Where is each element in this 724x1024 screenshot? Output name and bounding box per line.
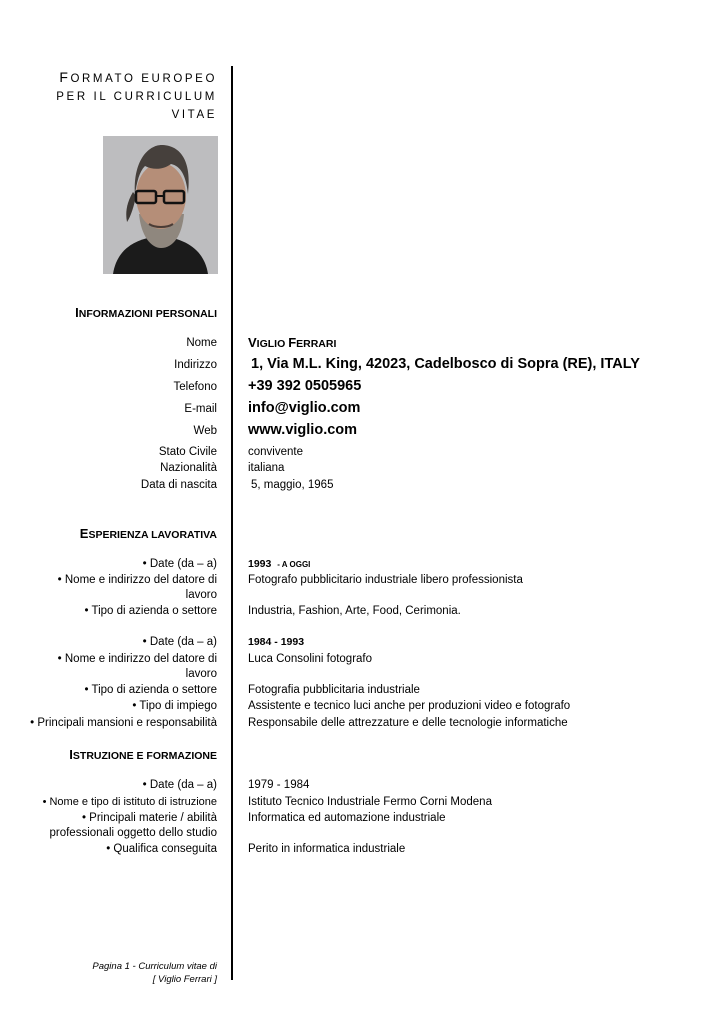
birth-date-label: Data di nascita	[140, 479, 217, 491]
job1-sector-label: • Tipo di azienda o settore	[84, 605, 217, 617]
column-divider	[231, 66, 233, 980]
document-title: FORMATO EUROPEO PER IL CURRICULUM VITAE	[56, 69, 217, 121]
job2-duties-label: • Principali mansioni e responsabilità	[30, 717, 217, 729]
job2-employer-label: • Nome e indirizzo del datore di lavoro	[57, 653, 217, 680]
job2-date-label: • Date (da – a)	[142, 636, 217, 648]
name-value: VIGLIO FERRARI	[248, 335, 337, 350]
job1-date-value: 1993 - A OGGI	[248, 558, 311, 570]
birth-date-value: 5, maggio, 1965	[251, 479, 334, 491]
address-label: Indirizzo	[174, 359, 217, 371]
job2-duties-value: Responsabile delle attrezzature e delle tecnologie informatiche	[248, 717, 568, 729]
civil-status-label: Stato Civile	[158, 446, 217, 458]
edu-institute-label: • Nome e tipo di istituto di istruzione	[42, 796, 217, 808]
edu-subjects-label: • Principali materie / abilità professionali oggetto dello studio	[49, 812, 217, 839]
nationality-label: Nazionalità	[160, 462, 217, 474]
nationality-value: italiana	[248, 462, 285, 474]
phone-value: +39 392 0505965	[248, 378, 362, 394]
edu-subjects-value: Informatica ed automazione industriale	[248, 812, 446, 824]
job2-date-value: 1984 - 1993	[248, 636, 305, 648]
edu-qualification-value: Perito in informatica industriale	[248, 843, 406, 855]
section-work-experience: ESPERIENZA LAVORATIVA	[79, 526, 217, 541]
edu-qualification-label: • Qualifica conseguita	[106, 843, 217, 855]
edu-date-label: • Date (da – a)	[142, 779, 217, 791]
edu-date-value: 1979 - 1984	[248, 779, 310, 791]
job2-employer-value: Luca Consolini fotografo	[248, 653, 373, 665]
email-label: E-mail	[184, 403, 217, 415]
job2-type-label: • Tipo di impiego	[132, 700, 217, 712]
page-footer: Pagina 1 - Curriculum vitae di [ Viglio Ferrari ]	[92, 961, 217, 985]
section-personal-info: INFORMAZIONI PERSONALI	[75, 305, 217, 320]
job2-sector-value: Fotografia pubblicitaria industriale	[248, 684, 420, 696]
civil-status-value: convivente	[248, 446, 303, 458]
job1-sector-value: Industria, Fashion, Arte, Food, Cerimonia.	[248, 605, 461, 617]
web-value: www.viglio.com	[248, 422, 358, 438]
section-education: ISTRUZIONE E FORMAZIONE	[69, 747, 217, 762]
name-label: Nome	[186, 337, 217, 349]
email-value: info@viglio.com	[248, 400, 361, 416]
job1-employer-label: • Nome e indirizzo del datore di lavoro	[57, 574, 217, 601]
job2-type-value: Assistente e tecnico luci anche per produzioni video e fotografo	[248, 700, 571, 712]
job1-date-label: • Date (da – a)	[142, 558, 217, 570]
phone-label: Telefono	[173, 381, 217, 393]
edu-institute-value: Istituto Tecnico Industriale Fermo Corni Modena	[248, 796, 492, 808]
profile-photo	[103, 136, 218, 274]
job2-sector-label: • Tipo di azienda o settore	[84, 684, 217, 696]
web-label: Web	[193, 425, 217, 437]
job1-employer-value: Fotografo pubblicitario industriale libero professionista	[248, 574, 523, 586]
address-value: 1, Via M.L. King, 42023, Cadelbosco di Sopra (RE), ITALY	[251, 356, 640, 372]
